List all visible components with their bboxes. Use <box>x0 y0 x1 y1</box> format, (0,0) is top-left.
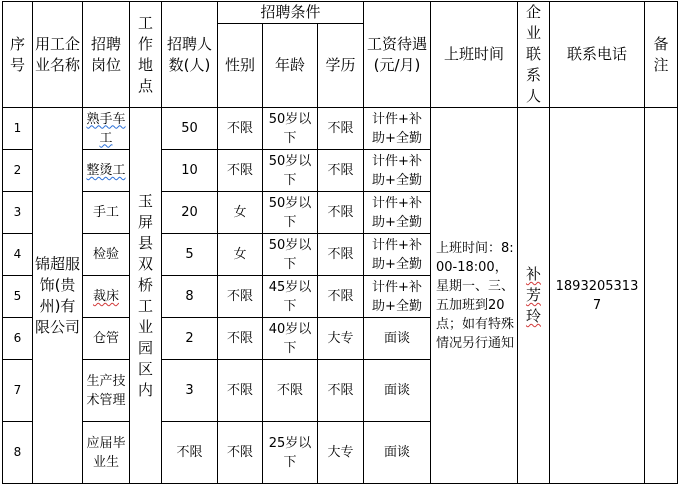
row-age: 50岁以下 <box>263 192 318 234</box>
row-education: 大专 <box>318 422 364 484</box>
row-position: 应届毕业生 <box>83 422 130 484</box>
row-education: 不限 <box>318 150 364 192</box>
row-position: 仓管 <box>83 318 130 360</box>
row-education: 不限 <box>318 192 364 234</box>
row-salary: 面谈 <box>364 360 431 422</box>
row-seq: 7 <box>3 360 33 422</box>
header-conditions: 招聘条件 <box>218 2 364 24</box>
header-salary: 工资待遇(元/月) <box>364 2 431 108</box>
company-name: 锦超服饰(贵州)有限公司 <box>33 108 83 484</box>
contact-name: 补芳玲 <box>525 265 541 325</box>
row-position <box>83 276 130 318</box>
header-company: 用工企业名称 <box>33 2 83 108</box>
row-age: 40岁以下 <box>263 318 318 360</box>
table-row <box>3 108 678 150</box>
header-gender: 性别 <box>218 24 263 108</box>
row-gender: 女 <box>218 234 263 276</box>
position-text: 整烫工 <box>86 163 126 178</box>
header-phone: 联系电话 <box>550 2 645 108</box>
header-work-time: 上班时间 <box>431 2 518 108</box>
recruitment-table <box>2 1 678 484</box>
row-position <box>83 108 130 150</box>
row-gender: 不限 <box>218 360 263 422</box>
row-salary: 计件+补助+全勤 <box>364 192 431 234</box>
row-seq: 4 <box>3 234 33 276</box>
row-seq: 5 <box>3 276 33 318</box>
row-age: 50岁以下 <box>263 150 318 192</box>
row-gender: 不限 <box>218 150 263 192</box>
row-count: 8 <box>162 276 218 318</box>
row-count: 2 <box>162 318 218 360</box>
row-salary: 计件+补助+全勤 <box>364 108 431 150</box>
position-text: 熟手车工 <box>86 111 126 146</box>
contact-phone: 18932053137 <box>550 108 645 484</box>
row-age: 50岁以下 <box>263 234 318 276</box>
remark-cell <box>645 108 678 484</box>
header-seq: 序号 <box>3 2 33 108</box>
row-position: 检验 <box>83 234 130 276</box>
row-salary: 面谈 <box>364 318 431 360</box>
row-salary: 计件+补助+全勤 <box>364 234 431 276</box>
row-gender: 不限 <box>218 422 263 484</box>
row-seq: 8 <box>3 422 33 484</box>
row-salary: 计件+补助+全勤 <box>364 276 431 318</box>
work-time: 上班时间：8:00-18:00，星期一、三、五加班到20点；如有特殊情况另行通知 <box>431 108 518 484</box>
row-salary: 面谈 <box>364 422 431 484</box>
row-count: 不限 <box>162 422 218 484</box>
row-age: 50岁以下 <box>263 108 318 150</box>
row-count: 5 <box>162 234 218 276</box>
row-gender: 女 <box>218 192 263 234</box>
row-position: 生产技术管理 <box>83 360 130 422</box>
contact-person <box>518 108 550 484</box>
row-count: 3 <box>162 360 218 422</box>
position-text: 裁床 <box>92 289 119 304</box>
row-position <box>83 150 130 192</box>
row-age: 25岁以下 <box>263 422 318 484</box>
row-education: 不限 <box>318 234 364 276</box>
row-age: 45岁以下 <box>263 276 318 318</box>
row-salary: 计件+补助+全勤 <box>364 150 431 192</box>
row-gender: 不限 <box>218 276 263 318</box>
row-count: 10 <box>162 150 218 192</box>
work-location: 玉屏县双桥工业园区内 <box>130 108 162 484</box>
row-age: 不限 <box>263 360 318 422</box>
row-seq: 6 <box>3 318 33 360</box>
row-count: 50 <box>162 108 218 150</box>
header-education: 学历 <box>318 24 364 108</box>
header-count: 招聘人数(人) <box>162 2 218 108</box>
row-education: 大专 <box>318 318 364 360</box>
row-gender: 不限 <box>218 108 263 150</box>
row-seq: 1 <box>3 108 33 150</box>
row-seq: 2 <box>3 150 33 192</box>
row-position: 手工 <box>83 192 130 234</box>
header-age: 年龄 <box>263 24 318 108</box>
row-education: 不限 <box>318 108 364 150</box>
header-remark: 备注 <box>645 2 678 108</box>
row-gender: 不限 <box>218 318 263 360</box>
row-education: 不限 <box>318 360 364 422</box>
row-count: 20 <box>162 192 218 234</box>
row-seq: 3 <box>3 192 33 234</box>
header-location: 工作地点 <box>130 2 162 108</box>
row-education: 不限 <box>318 276 364 318</box>
header-position: 招聘岗位 <box>83 2 130 108</box>
header-contact: 企业联系人 <box>518 2 550 108</box>
